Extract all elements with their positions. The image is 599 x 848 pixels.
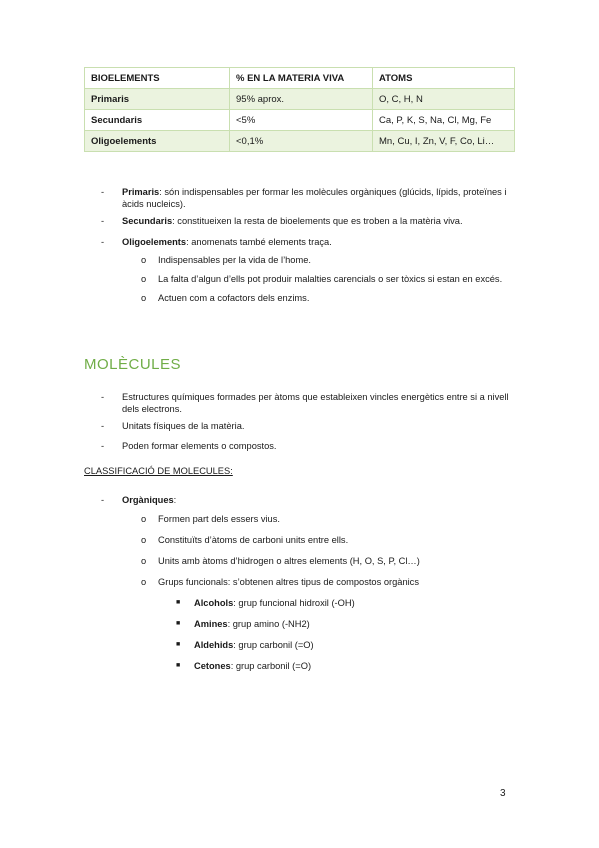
list-item-term: Primaris bbox=[122, 187, 160, 197]
square-bullet: ■ bbox=[176, 641, 181, 648]
table-cell: Mn, Cu, I, Zn, V, F, Co, Li… bbox=[373, 131, 515, 152]
table-row bbox=[85, 110, 515, 131]
list-item bbox=[84, 215, 514, 227]
sub-list-text: La falta d’algun d’ells pot produir malalties carencials o ser tòxics si estan en excés. bbox=[158, 274, 503, 284]
list-item-text: Estructures químiques formades per àtoms que estableixen vincles energètics entre si a nivell dels electrons. bbox=[122, 392, 509, 414]
list-item bbox=[84, 391, 514, 415]
sub-list-text: Constituïts d’àtoms de carboni units entre ells. bbox=[158, 535, 349, 545]
bioelements-table bbox=[84, 67, 515, 152]
group-term: Amines bbox=[194, 619, 228, 629]
list-item-text: Unitats físiques de la matèria. bbox=[122, 421, 245, 431]
list-item bbox=[84, 494, 514, 672]
dash-bullet: - bbox=[101, 441, 105, 451]
organic-sublist bbox=[122, 513, 514, 672]
square-bullet: ■ bbox=[176, 620, 181, 627]
table-cell: Primaris bbox=[85, 89, 230, 110]
group-text: : grup amino (-NH2) bbox=[227, 619, 310, 629]
list-item bbox=[84, 186, 514, 210]
classification-subheading: CLASSIFICACIÓ DE MOLECULES: bbox=[84, 466, 233, 476]
circle-bullet: o bbox=[141, 293, 147, 303]
table-row bbox=[85, 89, 515, 110]
table-header-cell: % EN LA MATERIA VIVA bbox=[230, 68, 373, 89]
dash-bullet: - bbox=[101, 495, 105, 505]
list-item bbox=[84, 420, 514, 432]
table-header-cell: BIOELEMENTS bbox=[85, 68, 230, 89]
table-header-cell: ATOMS bbox=[373, 68, 515, 89]
sub-list-text: Units amb àtoms d’hidrogen o altres elements (H, O, S, P, Cl…) bbox=[158, 556, 420, 566]
sub-list-text: Actuen com a cofactors dels enzims. bbox=[158, 293, 310, 303]
table-cell: 95% aprox. bbox=[230, 89, 373, 110]
group-item bbox=[158, 660, 514, 672]
list-item-term: Orgàniques bbox=[122, 495, 174, 505]
dash-bullet: - bbox=[101, 237, 105, 247]
group-item bbox=[158, 597, 514, 609]
table-cell: <0,1% bbox=[230, 131, 373, 152]
sub-list-text: Indispensables per la vida de l’home. bbox=[158, 255, 311, 265]
functional-groups-list bbox=[158, 597, 514, 672]
bioelements-description-list bbox=[84, 186, 514, 311]
table-cell: Ca, P, K, S, Na, Cl, Mg, Fe bbox=[373, 110, 515, 131]
classification-list bbox=[84, 494, 514, 681]
dash-bullet: - bbox=[101, 187, 105, 197]
table-cell: O, C, H, N bbox=[373, 89, 515, 110]
group-item bbox=[158, 618, 514, 630]
circle-bullet: o bbox=[141, 535, 147, 545]
list-item bbox=[84, 440, 514, 452]
section-heading: MOLÈCULES bbox=[84, 356, 182, 373]
group-term: Aldehids bbox=[194, 640, 234, 650]
list-item-term: Oligoelements bbox=[122, 237, 187, 247]
group-term: Alcohols bbox=[194, 598, 234, 608]
square-bullet: ■ bbox=[176, 662, 181, 669]
group-text: : grup carbonil (=O) bbox=[233, 640, 314, 650]
sub-list-item bbox=[122, 273, 514, 285]
circle-bullet: o bbox=[141, 556, 147, 566]
molecules-list bbox=[84, 391, 514, 457]
square-bullet: ■ bbox=[176, 599, 181, 606]
sub-list-text: Grups funcionals: s’obtenen altres tipus de compostos orgànics bbox=[158, 577, 419, 587]
group-term: Cetones bbox=[194, 661, 231, 671]
sub-list-item bbox=[122, 576, 514, 672]
group-text: : grup funcional hidroxil (-OH) bbox=[233, 598, 355, 608]
sub-list-item bbox=[122, 254, 514, 266]
circle-bullet: o bbox=[141, 577, 147, 587]
table-cell: <5% bbox=[230, 110, 373, 131]
group-text: : grup carbonil (=O) bbox=[230, 661, 312, 671]
list-item-text: : anomenats també elements traça. bbox=[186, 237, 332, 247]
list-item-text: : bbox=[173, 495, 177, 505]
group-item bbox=[158, 639, 514, 651]
sub-list-text: Formen part dels essers vius. bbox=[158, 514, 280, 524]
dash-bullet: - bbox=[101, 421, 105, 431]
page-number: 3 bbox=[500, 788, 506, 799]
list-item-text: Poden formar elements o compostos. bbox=[122, 441, 277, 451]
table-cell: Oligoelements bbox=[85, 131, 230, 152]
dash-bullet: - bbox=[101, 392, 105, 402]
list-item-term: Secundaris bbox=[122, 216, 173, 226]
table-header-row bbox=[85, 68, 515, 89]
oligoelements-sublist bbox=[122, 254, 514, 304]
table-cell: Secundaris bbox=[85, 110, 230, 131]
circle-bullet: o bbox=[141, 255, 147, 265]
circle-bullet: o bbox=[141, 514, 147, 524]
table-row bbox=[85, 131, 515, 152]
circle-bullet: o bbox=[141, 274, 147, 284]
list-item-text: : són indispensables per formar les molècules orgàniques (glúcids, lípids, proteïnes i àcids nucleics). bbox=[122, 187, 507, 209]
sub-list-item bbox=[122, 555, 514, 567]
list-item-text: : constitueixen la resta de bioelements que es troben a la matèria viva. bbox=[172, 216, 463, 226]
sub-list-item bbox=[122, 534, 514, 546]
sub-list-item bbox=[122, 513, 514, 525]
dash-bullet: - bbox=[101, 216, 105, 226]
sub-list-item bbox=[122, 292, 514, 304]
list-item bbox=[84, 236, 514, 304]
